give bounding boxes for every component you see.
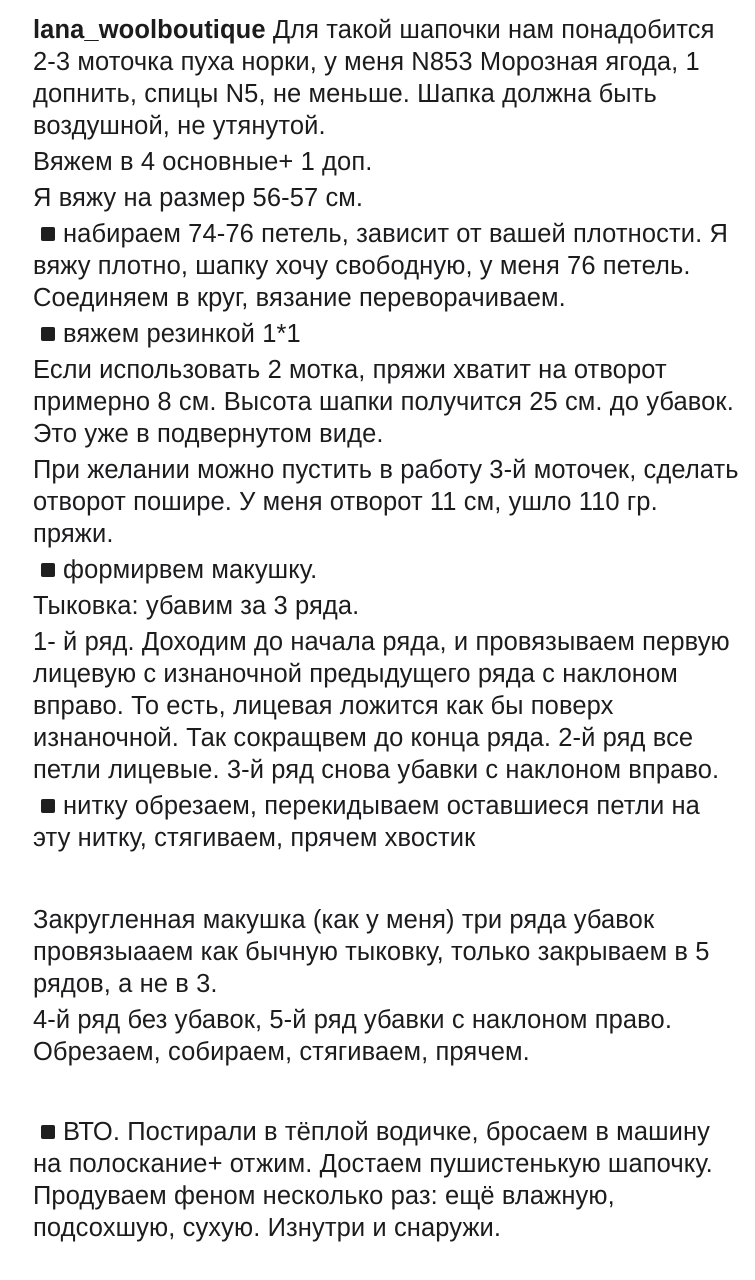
blank-line: [33, 1072, 743, 1116]
username-link[interactable]: lana_woolboutique: [33, 16, 266, 44]
bullet-text: нитку обрезаем, перекидываем оставшиеся петли на эту нитку, стягиваем, прячем хвостик: [33, 792, 700, 852]
post-caption: [33, 14, 743, 1248]
caption-bullet-item: [33, 554, 743, 586]
caption-bullet-item: [33, 1116, 743, 1244]
caption-bullet-item: [33, 790, 743, 854]
caption-paragraph: Если использовать 2 мотка, пряжи хватит на отворот примерно 8 см. Высота шапки получится 25 см. до убавок. Это уже в подвернутом виде.: [33, 356, 734, 448]
caption-paragraph: Вяжем в 4 основные+ 1 доп.: [33, 148, 373, 176]
caption-bullet-item: [33, 218, 743, 314]
caption-paragraph: Закругленная макушка (как у меня) три ряда убавок провязыааем как бычную тыковку, только закрываем в 5 рядов, а не в 3.: [33, 906, 710, 998]
caption-bullet-item: [33, 318, 743, 350]
black-square-icon: [41, 227, 55, 241]
caption-intro: [33, 14, 743, 142]
black-square-icon: [41, 563, 55, 577]
black-square-icon: [41, 799, 55, 813]
caption-paragraph: Тыковка: убавим за 3 ряда.: [33, 592, 360, 620]
bullet-text: ВТО. Постирали в тёплой водичке, бросаем в машину на полоскание+ отжим. Достаем пушистенькую шапочку. Продуваем феном несколько раз: ещё влажную, подсохшую, сухую. Изнутри и снаружи.: [33, 1118, 713, 1242]
blank-line: [33, 858, 743, 904]
caption-paragraph: При желании можно пустить в работу 3-й моточек, сделать отворот пошире. У меня отворот 11 см, ушло 110 гр. пряжи.: [33, 456, 739, 548]
black-square-icon: [41, 1125, 55, 1139]
bullet-text: набираем 74-76 петель, зависит от вашей плотности. Я вяжу плотно, шапку хочу свободную, у меня 76 петель. Соединяем в круг, вязание переворачиваем.: [33, 220, 728, 312]
caption-paragraph: Я вяжу на размер 56-57 см.: [33, 184, 364, 212]
caption-paragraph: 4-й ряд без убавок, 5-й ряд убавки с наклоном право. Обрезаем, собираем, стягиваем, прячем.: [33, 1006, 673, 1066]
bullet-text: вяжем резинкой 1*1: [63, 320, 301, 348]
bullet-text: формирвем макушку.: [63, 556, 318, 584]
black-square-icon: [41, 327, 55, 341]
intro-text: Для такой шапочки нам понадобится 2-3 моточка пуха норки, у меня N853 Морозная ягода, 1 допнить, спицы N5, не меньше. Шапка должна быть воздушной, не утянутой.: [33, 16, 715, 140]
caption-paragraph: 1- й ряд. Доходим до начала ряда, и провязываем первую лицевую с изнаночной предыдущего ряда с наклоном вправо. То есть, лицевая ложится как бы поверх изнаночной. Так сокращвем до конца ряда. 2-й ряд все петли лицевые. 3-й ряд снова убавки с наклоном вправо.: [33, 628, 730, 784]
